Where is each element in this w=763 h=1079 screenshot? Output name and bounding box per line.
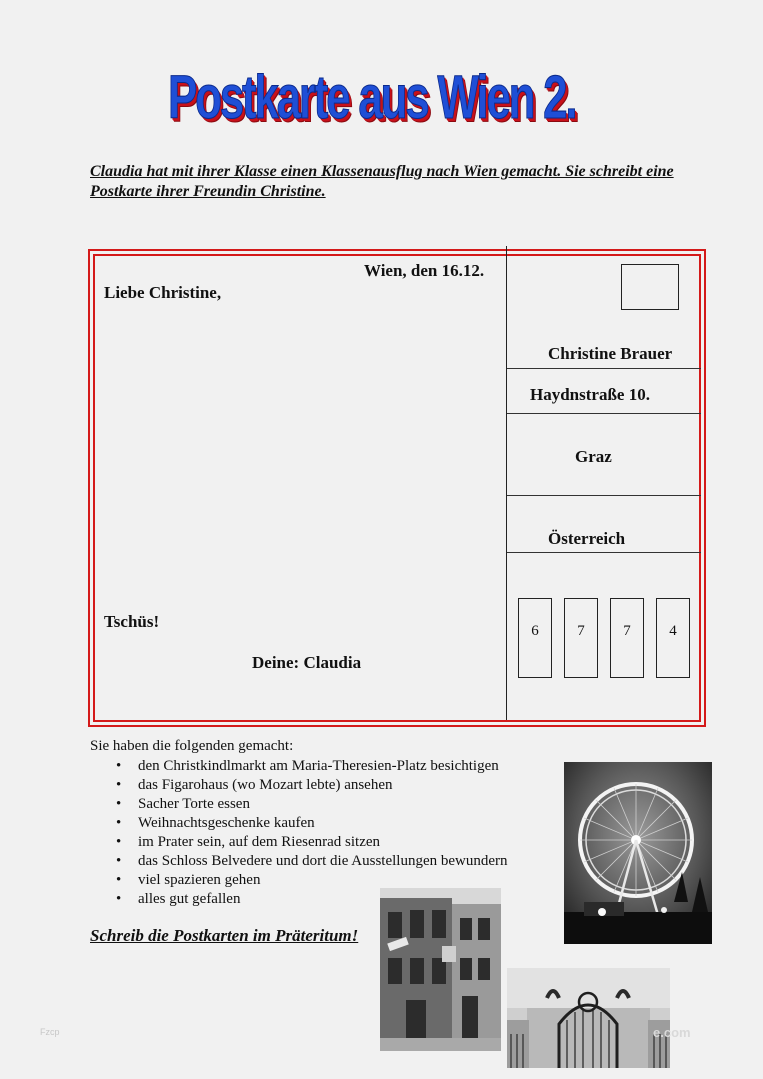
- address-line: [507, 413, 701, 414]
- belvedere-gate-photo: [507, 968, 670, 1068]
- postal-digit-box: 7: [564, 598, 598, 678]
- activity-list: [110, 757, 508, 909]
- watermark-left-text: Fzcp: [40, 1027, 60, 1037]
- list-item: • viel spazieren gehen: [116, 872, 261, 888]
- page-title: Postkarte aus Wien 2.: [168, 63, 576, 132]
- bullet-icon: •: [116, 891, 122, 907]
- stamp-box: [621, 264, 679, 310]
- address-country: Österreich: [548, 529, 626, 548]
- list-item: • Weihnachtsgeschenke kaufen: [116, 815, 315, 831]
- postcard-signature: Deine: Claudia: [252, 653, 362, 672]
- postal-digit-box: 7: [610, 598, 644, 678]
- address-city: Graz: [575, 447, 612, 466]
- postcard-closing: Tschüs!: [104, 612, 160, 631]
- address-name: Christine Brauer: [548, 344, 673, 363]
- bullet-icon: •: [116, 872, 122, 888]
- bullet-icon: •: [116, 853, 122, 869]
- task-instruction: Schreib die Postkarten im Präteritum!: [90, 926, 359, 945]
- postcard-divider: [506, 246, 507, 720]
- ferris-wheel-photo: [564, 762, 712, 944]
- bullet-icon: •: [116, 815, 122, 831]
- watermark-text: e.com: [653, 1025, 691, 1040]
- list-lead: Sie haben die folgenden gemacht:: [90, 738, 294, 754]
- postal-digit-box: 4: [656, 598, 690, 678]
- bullet-icon: •: [116, 796, 122, 812]
- postal-digit-box: 6: [518, 598, 552, 678]
- address-line: [507, 552, 701, 553]
- bullet-icon: •: [116, 834, 122, 850]
- list-item: • alles gut gefallen: [116, 891, 241, 907]
- address-line: [507, 495, 701, 496]
- list-item: • Sacher Torte essen: [116, 796, 250, 812]
- list-item: • im Prater sein, auf dem Riesenrad sitzen: [116, 834, 381, 850]
- intro-text: Claudia hat mit ihrer Klasse einen Klassenausflug nach Wien gemacht. Sie schreibt eine Postkarte ihrer Freundin Christine.: [90, 163, 674, 200]
- postcard-date: Wien, den 16.12.: [364, 261, 485, 280]
- list-item: • das Schloss Belvedere und dort die Ausstellungen bewundern: [116, 853, 508, 869]
- address-line: [507, 368, 701, 369]
- street-building-photo: [380, 888, 501, 1051]
- postcard-greeting: Liebe Christine,: [104, 283, 222, 302]
- address-street: Haydnstraße 10.: [530, 385, 650, 404]
- bullet-icon: •: [116, 758, 122, 774]
- list-item: • das Figarohaus (wo Mozart lebte) ansehen: [116, 777, 393, 793]
- list-item: • den Christkindlmarkt am Maria-Theresien-Platz besichtigen: [116, 758, 499, 774]
- bullet-icon: •: [116, 777, 122, 793]
